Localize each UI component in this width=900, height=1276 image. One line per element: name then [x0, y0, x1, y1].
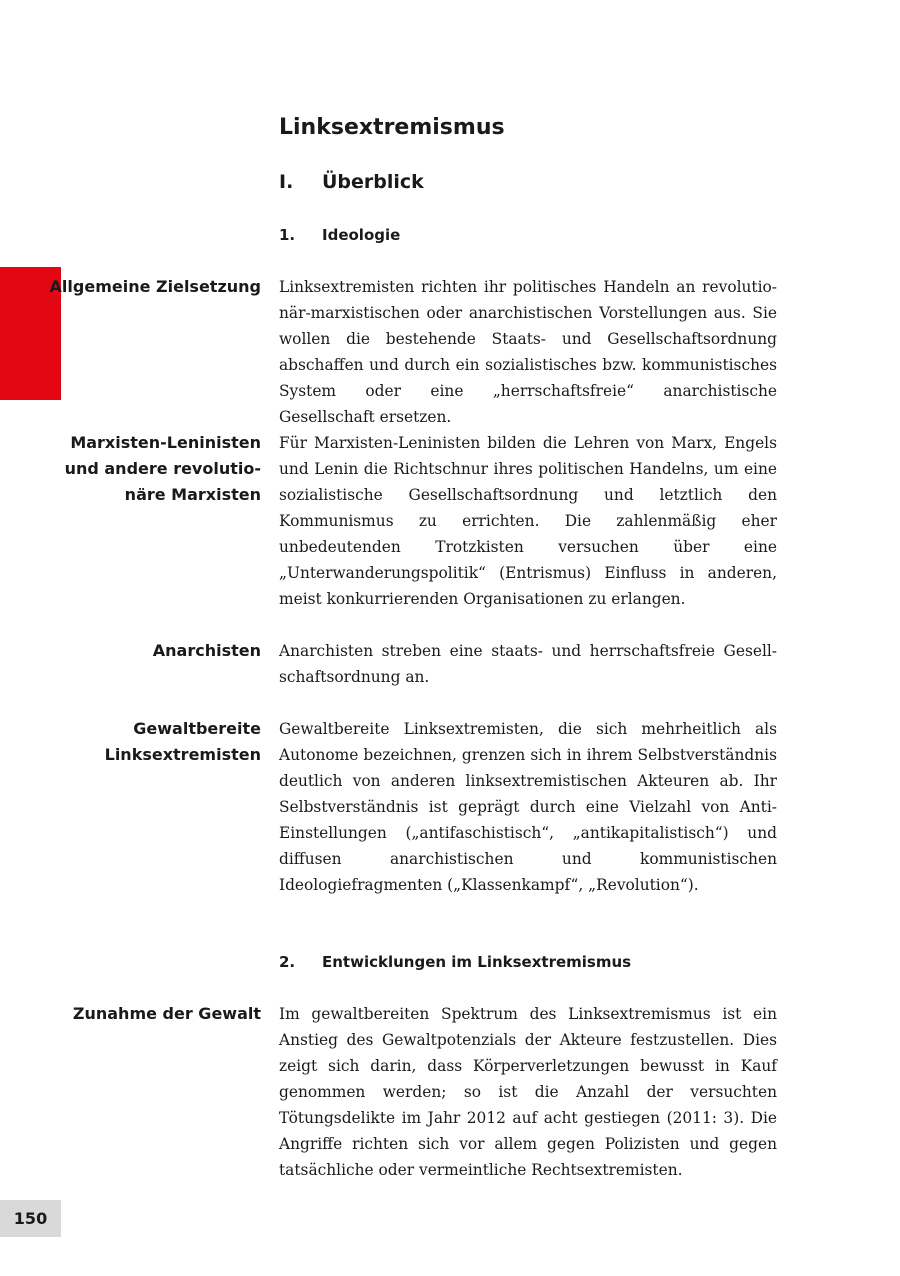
paragraph-zunahme-der-gewalt: Im gewaltbereiten Spektrum des Linksextremismus ist ein Anstieg des Gewaltpotenzials der Akteure festzustellen. Dies zeigt sich darin, dass Körperverletzungen bewusst in Kauf genommen werden; so ist die Anzahl der versuchten Tötungsdelikte im Jahr 2012 auf acht gestiegen (2011: 3). Die Angriffe richten sich vor allem gegen Polizisten und gegen tatsächliche oder vermeintliche Rechtsextremisten. [279, 1005, 777, 1179]
page-title: Linksextremismus [279, 115, 505, 140]
margin-label-zunahme-der-gewalt: Zunahme der Gewalt [72, 1004, 261, 1023]
paragraph-gewaltbereite-linksextremisten: Gewaltbereite Linksextremisten, die sich mehrheitlich als Autonome bezeichnen, grenzen sich in ihrem Selbstverständnis deutlich von anderen linksextremistischen Akteuren ab. Ihr Selbstverständnis ist geprägt durch eine Vielzahl von Anti-Einstellungen („antifaschistisch“, „antikapitalistisch“) und diffusen anarchistischen und kommunistischen Ideologiefragmenten („Klassenkampf“, „Revolution“). [279, 720, 777, 894]
section-heading [279, 168, 424, 196]
section-number: I. [279, 171, 294, 193]
paragraph-allgemeine-zielsetzung: Linksextremisten richten ihr politisches Handeln an revolutionär-marxistischen oder anarchistischen Vorstellungen aus. Sie wollen die bestehende Staats- und Gesellschaftsordnung abschaffen und durch ein sozialistisches bzw. kommunistisches System oder eine „herrschaftsfreie“ anarchistische Gesellschaft ersetzen. [279, 278, 777, 426]
paragraph-marxisten-leninisten: Für Marxisten-Leninisten bilden die Lehren von Marx, Engels und Lenin die Richtschnur ihres politischen Handelns, um eine sozialistische Gesellschaftsordnung und letztlich den Kommunismus zu errichten. Die zahlenmäßig eher unbedeutenden Trotzkisten versuchen über eine „Unterwanderungspolitik“ (Entrismus) Einfluss in anderen, meist konkurrierenden Organisationen zu erlangen. [279, 434, 777, 608]
margin-label-anarchisten: Anarchisten [152, 641, 261, 660]
subsection-heading-entwicklungen [279, 950, 631, 974]
subsection-label: Entwicklungen im Linksextremismus [322, 953, 632, 971]
page-number: 150 [0, 1200, 61, 1237]
subsection-label: Ideologie [322, 226, 401, 244]
margin-label-allgemeine-zielsetzung: Allgemeine Zielsetzung [49, 277, 261, 296]
subsection-number: 2. [279, 953, 296, 971]
subsection-number: 1. [279, 226, 296, 244]
margin-label-gewaltbereite-linksextremisten: Gewaltbereite Linksextremisten [104, 719, 261, 764]
subsection-heading-ideologie [279, 223, 400, 247]
margin-label-marxisten-leninisten: Marxisten-Leninisten und andere revolutionäre Marxisten [64, 433, 261, 504]
paragraph-anarchisten: Anarchisten streben eine staats- und herrschaftsfreie Gesellschaftsordnung an. [279, 642, 777, 686]
section-label: Überblick [322, 171, 424, 193]
